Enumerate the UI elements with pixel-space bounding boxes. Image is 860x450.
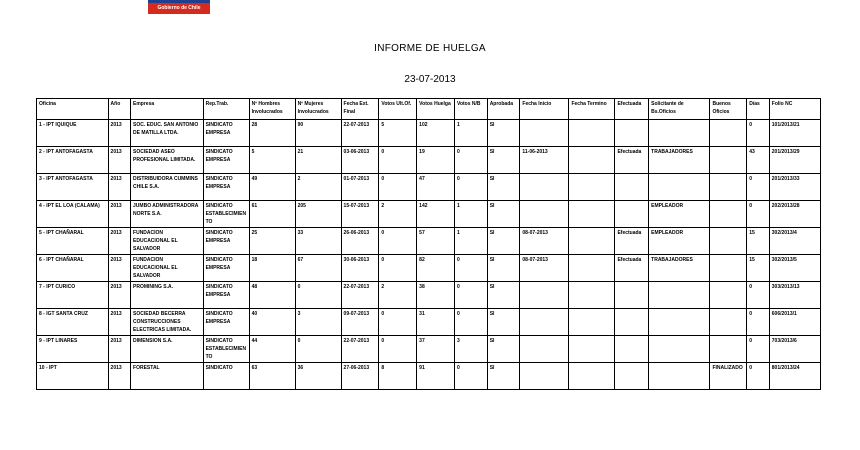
table-cell: 5 - IPT CHAÑARAL [37, 228, 109, 255]
table-cell [569, 255, 615, 282]
table-cell: 9 - IPT LINARES [37, 336, 109, 363]
table-cell: 1 [454, 228, 487, 255]
table-cell: 27-06-2013 [341, 363, 379, 390]
table-cell [615, 201, 649, 228]
strike-report-table [36, 98, 821, 390]
column-header: Solicitante de Bs.Oficios [649, 99, 710, 120]
table-cell: 0 [747, 174, 769, 201]
table-cell: 09-07-2013 [341, 309, 379, 336]
table-cell: 8 - IGT SANTA CRUZ [37, 309, 109, 336]
table-cell: 57 [417, 228, 455, 255]
table-cell: 40 [249, 309, 295, 336]
table-cell: TRABAJADORES [649, 255, 710, 282]
table-cell: 61 [249, 201, 295, 228]
table-cell [520, 309, 569, 336]
table-cell [520, 174, 569, 201]
table-cell: SI [487, 255, 520, 282]
table-cell: 2013 [108, 336, 130, 363]
table-cell: 19 [417, 147, 455, 174]
table-cell [649, 282, 710, 309]
table-cell: DISTRIBUIDORA CUMMINS CHILE S.A. [131, 174, 204, 201]
table-cell: 2 - IPT ANTOFAGASTA [37, 147, 109, 174]
table-cell: Efectuada [615, 255, 649, 282]
table-cell: 0 [379, 336, 417, 363]
table-cell: 2 [295, 174, 341, 201]
table-cell: 3 [454, 336, 487, 363]
table-cell: 6 - IPT CHAÑARAL [37, 255, 109, 282]
table-cell [710, 336, 747, 363]
column-header: Fecha Ext. Final [341, 99, 379, 120]
table-cell: 0 [747, 309, 769, 336]
table-cell [615, 174, 649, 201]
table-cell: SI [487, 147, 520, 174]
table-cell: 01-07-2013 [341, 174, 379, 201]
table-cell: 8 [379, 363, 417, 390]
table-cell: EMPLEADOR [649, 201, 710, 228]
table-cell: 38 [417, 282, 455, 309]
table-cell: SI [487, 282, 520, 309]
table-cell: 0 [747, 336, 769, 363]
table-cell: 15-07-2013 [341, 201, 379, 228]
table-cell: FUNDACION EDUCACIONAL EL SALVADOR [131, 228, 204, 255]
table-cell: TRABAJADORES [649, 147, 710, 174]
table-cell: 606/2013/1 [769, 309, 820, 336]
table-cell: 08-07-2013 [520, 255, 569, 282]
table-cell: SOCIEDAD BECERRA CONSTRUCCIONES ELECTRICAS LIMITADA. [131, 309, 204, 336]
table-cell: 21 [295, 147, 341, 174]
column-header: Empresa [131, 99, 204, 120]
table-cell: 2013 [108, 228, 130, 255]
table-cell: FORESTAL [131, 363, 204, 390]
table-cell [520, 336, 569, 363]
table-cell: 31 [417, 309, 455, 336]
table-cell: 0 [454, 147, 487, 174]
table-cell: Efectuada [615, 147, 649, 174]
table-cell: 302/2013/5 [769, 255, 820, 282]
table-cell: 2013 [108, 147, 130, 174]
table-cell: 91 [417, 363, 455, 390]
table-cell: 303/2013/13 [769, 282, 820, 309]
table-cell: 28 [249, 120, 295, 147]
table-cell: 11-06-2013 [520, 147, 569, 174]
table-header-row [37, 99, 821, 120]
table-cell: 08-07-2013 [520, 228, 569, 255]
table-cell: 7 - IPT CURICO [37, 282, 109, 309]
column-header: Buenos Oficios [710, 99, 747, 120]
table-cell: SINDICATO EMPRESA [203, 228, 249, 255]
table-cell: 202/2013/28 [769, 201, 820, 228]
table-cell: SINDICATO EMPRESA [203, 174, 249, 201]
table-cell [649, 363, 710, 390]
table-cell: 0 [454, 282, 487, 309]
column-header: Aprobada [487, 99, 520, 120]
table-cell [569, 120, 615, 147]
table-cell: 22-07-2013 [341, 336, 379, 363]
table-cell: 0 [379, 255, 417, 282]
table-cell [520, 282, 569, 309]
table-cell: 302/2013/4 [769, 228, 820, 255]
table-cell [615, 282, 649, 309]
column-header: Días [747, 99, 769, 120]
table-cell: SOC. EDUC. SAN ANTONIO DE MATILLA LTDA. [131, 120, 204, 147]
table-cell: 0 [454, 309, 487, 336]
table-cell: 37 [417, 336, 455, 363]
report-title: INFORME DE HUELGA [374, 43, 486, 54]
table-cell [569, 282, 615, 309]
table-row [37, 147, 821, 174]
table-cell: 18 [249, 255, 295, 282]
table-cell: 0 [379, 147, 417, 174]
table-cell: 3 - IPT ANTOFAGASTA [37, 174, 109, 201]
table-cell [569, 228, 615, 255]
table-cell: 2013 [108, 309, 130, 336]
table-cell: Efectuada [615, 228, 649, 255]
table-cell [710, 147, 747, 174]
table-cell: 10 - IPT [37, 363, 109, 390]
column-header: Votos N/B [454, 99, 487, 120]
table-cell: SI [487, 201, 520, 228]
table-cell: SI [487, 309, 520, 336]
table-cell: 5 [379, 120, 417, 147]
table-cell: 2013 [108, 174, 130, 201]
table-cell: 0 [379, 174, 417, 201]
table-cell: 0 [379, 309, 417, 336]
column-header: Rep.Trab. [203, 99, 249, 120]
table-cell: 47 [417, 174, 455, 201]
table-cell: SINDICATO EMPRESA [203, 282, 249, 309]
table-cell: SINDICATO EMPRESA [203, 309, 249, 336]
table-cell: SI [487, 363, 520, 390]
table-cell: 49 [249, 174, 295, 201]
table-cell: 2013 [108, 255, 130, 282]
table-cell: 1 [454, 120, 487, 147]
table-cell: 63 [249, 363, 295, 390]
table-row [37, 336, 821, 363]
table-cell: 03-06-2013 [341, 147, 379, 174]
table-cell: 801/2013/24 [769, 363, 820, 390]
table-cell: 0 [747, 201, 769, 228]
table-cell: 0 [747, 120, 769, 147]
table-cell [615, 363, 649, 390]
table-row [37, 201, 821, 228]
table-cell: FUNDACION EDUCACIONAL EL SALVADOR [131, 255, 204, 282]
logo-label: Gobierno de Chile [148, 3, 210, 14]
table-cell: 33 [295, 228, 341, 255]
column-header: Oficina [37, 99, 109, 120]
table-cell: 67 [295, 255, 341, 282]
table-cell: 0 [295, 282, 341, 309]
column-header: Votos Ult.Of. [379, 99, 417, 120]
column-header: Nº Mujeres Involucrados [295, 99, 341, 120]
table-cell: PROMINING S.A. [131, 282, 204, 309]
table-cell: 90 [295, 120, 341, 147]
table-cell: 0 [747, 282, 769, 309]
table-cell: SINDICATO ESTABLECIMIENTO [203, 336, 249, 363]
column-header: Folio NC [769, 99, 820, 120]
table-cell: 2013 [108, 363, 130, 390]
table-cell: 25 [249, 228, 295, 255]
table-cell: SI [487, 228, 520, 255]
table-cell: 3 [295, 309, 341, 336]
table-cell: DIMENSION S.A. [131, 336, 204, 363]
table-cell: 142 [417, 201, 455, 228]
table-cell: 0 [454, 363, 487, 390]
table-cell: 22-07-2013 [341, 120, 379, 147]
table-cell [569, 201, 615, 228]
table-cell: 82 [417, 255, 455, 282]
table-cell [649, 120, 710, 147]
column-header: Votos Huelga [417, 99, 455, 120]
table-cell: 0 [747, 363, 769, 390]
table-cell [649, 309, 710, 336]
table-cell: 26-06-2013 [341, 228, 379, 255]
table-cell: 102 [417, 120, 455, 147]
column-header: Fecha Termino [569, 99, 615, 120]
table-row [37, 174, 821, 201]
table-row [37, 309, 821, 336]
table-cell: FINALIZADO [710, 363, 747, 390]
table-cell: 201/2013/33 [769, 174, 820, 201]
table-cell: SINDICATO ESTABLECIMIENTO [203, 201, 249, 228]
table-cell: 2 [379, 282, 417, 309]
table-cell: JUMBO ADMINISTRADORA NORTE S.A. [131, 201, 204, 228]
table-cell: 2013 [108, 282, 130, 309]
table-cell [615, 120, 649, 147]
table-cell: 0 [379, 228, 417, 255]
table-cell [615, 336, 649, 363]
table-cell [520, 201, 569, 228]
table-cell: EMPLEADOR [649, 228, 710, 255]
table-cell [569, 363, 615, 390]
table-cell [569, 336, 615, 363]
table-cell: 15 [747, 255, 769, 282]
table-cell: SINDICATO EMPRESA [203, 147, 249, 174]
table-cell [710, 228, 747, 255]
table-cell: 43 [747, 147, 769, 174]
table-cell: 0 [295, 336, 341, 363]
table-cell: SI [487, 120, 520, 147]
table-cell [649, 336, 710, 363]
table-cell: SI [487, 336, 520, 363]
table-cell: SINDICATO EMPRESA [203, 120, 249, 147]
table-cell [569, 147, 615, 174]
table-cell [569, 309, 615, 336]
table-cell: 44 [249, 336, 295, 363]
table-cell: 22-07-2013 [341, 282, 379, 309]
table-cell: 1 - IPT IQUIQUE [37, 120, 109, 147]
table-cell: 0 [454, 255, 487, 282]
table-cell: 2013 [108, 201, 130, 228]
table-row [37, 255, 821, 282]
report-date: 23-07-2013 [404, 74, 456, 85]
table-cell [710, 255, 747, 282]
table-cell: 101/2013/21 [769, 120, 820, 147]
table-cell: 2013 [108, 120, 130, 147]
table-cell: 0 [454, 174, 487, 201]
table-row [37, 228, 821, 255]
table-cell: 15 [747, 228, 769, 255]
table-cell: 1 [454, 201, 487, 228]
table-cell: 30-06-2013 [341, 255, 379, 282]
table-cell [615, 309, 649, 336]
table-cell [520, 363, 569, 390]
table-cell [520, 120, 569, 147]
table-cell: SI [487, 174, 520, 201]
table-cell: 2 [379, 201, 417, 228]
table-cell [710, 282, 747, 309]
table-cell: 5 [249, 147, 295, 174]
table-cell: 205 [295, 201, 341, 228]
table-cell: 48 [249, 282, 295, 309]
table-cell [569, 174, 615, 201]
table-cell: 36 [295, 363, 341, 390]
table-row [37, 282, 821, 309]
table-cell [710, 120, 747, 147]
table-cell [710, 174, 747, 201]
table-cell: 703/2013/6 [769, 336, 820, 363]
table-cell: 201/2013/29 [769, 147, 820, 174]
table-cell: 4 - IPT EL LOA (CALAMA) [37, 201, 109, 228]
column-header: Efectuada [615, 99, 649, 120]
table-cell: SINDICATO EMPRESA [203, 255, 249, 282]
table-row [37, 120, 821, 147]
gobierno-de-chile-logo [148, 0, 210, 14]
table-cell: SINDICATO [203, 363, 249, 390]
table-cell [710, 309, 747, 336]
table-cell: SOCIEDAD ASEO PROFESIONAL LIMITADA. [131, 147, 204, 174]
table-cell [710, 201, 747, 228]
table-cell [649, 174, 710, 201]
column-header: Año [108, 99, 130, 120]
table-row [37, 363, 821, 390]
column-header: Fecha Inicio [520, 99, 569, 120]
table-body [37, 120, 821, 390]
column-header: Nº Hombres Involucrados [249, 99, 295, 120]
